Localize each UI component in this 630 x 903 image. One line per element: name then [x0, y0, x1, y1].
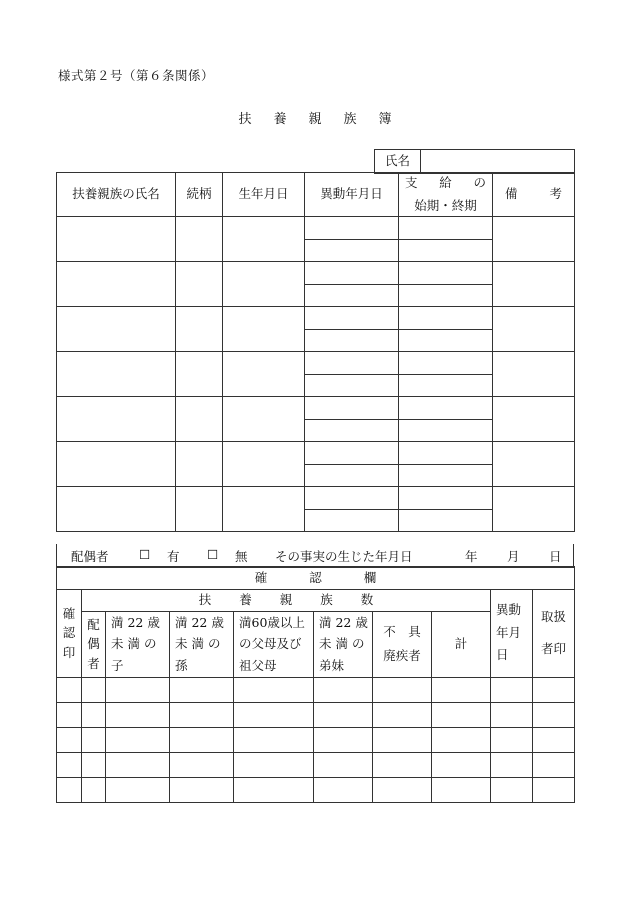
seal-cell[interactable]: [57, 677, 82, 702]
title-char: 簿: [378, 112, 392, 127]
header-payment-char: 支: [405, 175, 418, 191]
siblings-count-cell[interactable]: [314, 727, 373, 752]
table-row: [57, 397, 575, 420]
birthdate-cell[interactable]: [223, 217, 305, 262]
change-date-cell[interactable]: [491, 727, 533, 752]
dependent-name-cell[interactable]: [57, 397, 176, 442]
table-row: [57, 217, 575, 240]
spouse-char: 配: [87, 616, 100, 632]
spouse-yes-checkbox[interactable]: ☐: [139, 547, 151, 562]
siblings-line: 未 満 の: [319, 636, 365, 652]
parents-count-cell[interactable]: [234, 752, 314, 777]
table-row: [57, 727, 575, 752]
spouse-no-checkbox[interactable]: ☐: [207, 547, 219, 562]
confirmation-title-row: [57, 567, 575, 589]
birthdate-cell[interactable]: [223, 487, 305, 532]
confirmation-title-char: 欄: [363, 570, 377, 586]
disabled-count-cell[interactable]: [373, 727, 432, 752]
relation-cell[interactable]: [176, 307, 223, 352]
change-date-cell[interactable]: [305, 262, 399, 285]
siblings-count-cell[interactable]: [314, 777, 373, 802]
disabled-line: 廃疾者: [383, 648, 421, 663]
change-date-cell[interactable]: [305, 307, 399, 330]
grandchild-count-header: [170, 611, 234, 677]
remarks-cell[interactable]: [493, 397, 575, 442]
seal-cell[interactable]: [57, 752, 82, 777]
fact-day-label: 日: [549, 549, 562, 564]
child-line: 満 22 歳: [111, 615, 160, 631]
payment-cell[interactable]: [399, 217, 493, 240]
birthdate-cell[interactable]: [223, 262, 305, 307]
change-date-line: 異動: [496, 602, 522, 618]
relation-cell[interactable]: [176, 442, 223, 487]
relation-cell[interactable]: [176, 262, 223, 307]
spouse-no-label: 無: [235, 549, 248, 564]
disabled-count-cell[interactable]: [373, 677, 432, 702]
header-payment-line2: 始期・終期: [414, 197, 477, 213]
spouse-count-cell[interactable]: [82, 702, 106, 727]
grandchild-count-cell[interactable]: [170, 752, 234, 777]
spouse-count-cell[interactable]: [82, 752, 106, 777]
disabled-count-cell[interactable]: [373, 702, 432, 727]
siblings-line: 満 22 歳: [319, 615, 368, 631]
seal-char: 認: [62, 625, 76, 641]
form-title: [0, 108, 630, 127]
parents-count-cell[interactable]: [234, 702, 314, 727]
name-box: [374, 149, 575, 174]
relation-cell[interactable]: [176, 352, 223, 397]
handler-seal-header: [533, 589, 575, 677]
spouse-char: 者: [87, 655, 100, 671]
relation-cell[interactable]: [176, 217, 223, 262]
confirmation-title-char: 確: [254, 570, 268, 586]
change-date-cell[interactable]: [491, 702, 533, 727]
birthdate-cell[interactable]: [223, 307, 305, 352]
header-remarks: [493, 173, 575, 217]
count-char: 養: [239, 591, 252, 607]
child-count-header: [106, 611, 170, 677]
header-remarks-char: 備: [505, 186, 518, 202]
total-count-cell[interactable]: [432, 777, 491, 802]
header-payment-char: の: [473, 175, 486, 191]
dependent-name-cell[interactable]: [57, 487, 176, 532]
disabled-count-cell[interactable]: [373, 752, 432, 777]
handler-seal-cell[interactable]: [533, 702, 575, 727]
handler-seal-cell[interactable]: [533, 677, 575, 702]
remarks-cell[interactable]: [493, 352, 575, 397]
confirmation-title: [57, 567, 575, 589]
siblings-count-cell[interactable]: [314, 677, 373, 702]
disabled-count-header: [373, 611, 432, 677]
remarks-cell[interactable]: [493, 262, 575, 307]
total-count-header: 計: [432, 611, 491, 677]
dependents-table: [56, 172, 575, 532]
handler-seal-cell[interactable]: [533, 752, 575, 777]
payment-cell[interactable]: [399, 352, 493, 375]
payment-cell[interactable]: [399, 465, 493, 487]
payment-cell[interactable]: [399, 375, 493, 397]
payment-cell[interactable]: [399, 397, 493, 420]
spouse-label: 配偶者: [71, 549, 109, 564]
total-count-cell[interactable]: [432, 702, 491, 727]
title-char: 養: [273, 112, 287, 127]
relation-cell[interactable]: [176, 397, 223, 442]
fact-date-label: その事実の生じた年月日: [275, 549, 413, 564]
count-char: 族: [320, 591, 333, 607]
payment-cell[interactable]: [399, 285, 493, 307]
change-date-cell[interactable]: [305, 510, 399, 532]
seal-cell[interactable]: [57, 702, 82, 727]
handler-line: 取扱: [540, 608, 566, 624]
disabled-line: 不 具: [383, 624, 421, 640]
change-date-cell[interactable]: [305, 217, 399, 240]
table-row: [57, 777, 575, 802]
parents-count-cell[interactable]: [234, 777, 314, 802]
change-date-cell[interactable]: [305, 397, 399, 420]
fact-year-label: 年: [465, 549, 478, 564]
siblings-count-cell[interactable]: [314, 702, 373, 727]
grandchild-line: 満 22 歳: [175, 615, 224, 631]
form-number: 様式第２号（第６条関係）: [58, 68, 215, 83]
seal-char: 印: [62, 644, 76, 660]
title-char: 親: [308, 112, 322, 127]
table-row: [57, 702, 575, 727]
header-change-date: 異動年月日: [305, 173, 399, 217]
change-date-cell[interactable]: [491, 752, 533, 777]
birthdate-cell[interactable]: [223, 442, 305, 487]
confirmation-seal-header: [57, 589, 82, 677]
change-date-cell[interactable]: [305, 285, 399, 307]
title-char: 族: [343, 112, 357, 127]
remarks-cell[interactable]: [493, 217, 575, 262]
remarks-cell[interactable]: [493, 307, 575, 352]
change-date-cell[interactable]: [491, 777, 533, 802]
siblings-line: 弟妹: [319, 657, 345, 673]
remarks-cell[interactable]: [493, 442, 575, 487]
parents-count-cell[interactable]: [234, 727, 314, 752]
child-line: 未 満 の: [111, 636, 157, 652]
change-date-cell[interactable]: [305, 442, 399, 465]
spouse-count-cell[interactable]: [82, 727, 106, 752]
header-relation: 続柄: [176, 173, 223, 217]
grandchild-count-cell[interactable]: [170, 702, 234, 727]
child-count-cell[interactable]: [106, 727, 170, 752]
child-line: 子: [111, 657, 124, 673]
fact-month-label: 月: [507, 549, 520, 564]
name-label: 氏名: [375, 150, 421, 174]
grandchild-count-cell[interactable]: [170, 727, 234, 752]
count-char: 親: [279, 591, 293, 607]
total-count-cell[interactable]: [432, 677, 491, 702]
name-field[interactable]: [421, 150, 575, 174]
change-date-cell[interactable]: [305, 420, 399, 442]
remarks-cell[interactable]: [493, 487, 575, 532]
change-date-cell[interactable]: [305, 375, 399, 397]
total-count-cell[interactable]: [432, 752, 491, 777]
payment-cell[interactable]: [399, 442, 493, 465]
header-payment-char: 給: [439, 175, 452, 191]
child-count-cell[interactable]: [106, 702, 170, 727]
spouse-count-cell[interactable]: [82, 777, 106, 802]
table-row: [57, 307, 575, 330]
grandchild-count-cell[interactable]: [170, 677, 234, 702]
header-name: 扶養親族の氏名: [57, 173, 176, 217]
title-char: 扶: [238, 112, 252, 127]
header-payment-period: [399, 173, 493, 217]
payment-cell[interactable]: [399, 487, 493, 510]
disabled-count-cell[interactable]: [373, 777, 432, 802]
spouse-count-cell[interactable]: [82, 677, 106, 702]
change-date-cell[interactable]: [305, 352, 399, 375]
child-count-cell[interactable]: [106, 752, 170, 777]
total-count-cell[interactable]: [432, 727, 491, 752]
payment-cell[interactable]: [399, 307, 493, 330]
change-date-cell[interactable]: [305, 240, 399, 262]
spouse-count-header: [82, 611, 106, 677]
change-date-cell[interactable]: [305, 487, 399, 510]
payment-cell[interactable]: [399, 240, 493, 262]
confirmation-table: [56, 566, 575, 803]
table-row: [57, 487, 575, 510]
change-date-line: 日: [496, 647, 509, 663]
change-date-cell[interactable]: [491, 677, 533, 702]
dependents-header-row: [57, 173, 575, 217]
dependent-name-cell[interactable]: [57, 352, 176, 397]
seal-cell[interactable]: [57, 727, 82, 752]
relation-cell[interactable]: [176, 487, 223, 532]
table-row: [57, 442, 575, 465]
seal-char: 確: [62, 605, 76, 621]
confirmation-title-char: 認: [309, 570, 322, 586]
table-row: [57, 752, 575, 777]
parents-line: 祖父母: [239, 657, 277, 673]
table-row: [57, 262, 575, 285]
payment-cell[interactable]: [399, 420, 493, 442]
table-row: [57, 677, 575, 702]
dependent-name-cell[interactable]: [57, 442, 176, 487]
grandchild-count-cell[interactable]: [170, 777, 234, 802]
count-char: 数: [360, 591, 374, 607]
handler-seal-cell[interactable]: [533, 727, 575, 752]
change-date-cell[interactable]: [305, 330, 399, 352]
table-row: [57, 352, 575, 375]
parents-count-cell[interactable]: [234, 677, 314, 702]
grandchild-line: 孫: [175, 657, 188, 673]
spouse-line: [56, 544, 574, 566]
payment-cell[interactable]: [399, 510, 493, 532]
parents-count-header: [234, 611, 314, 677]
parents-line: の父母及び: [239, 636, 302, 652]
confirmation-header-row: [57, 589, 575, 611]
spouse-yes-label: 有: [167, 549, 180, 564]
payment-cell[interactable]: [399, 262, 493, 285]
header-birthdate: 生年月日: [223, 173, 305, 217]
payment-cell[interactable]: [399, 330, 493, 352]
header-remarks-char: 考: [549, 186, 562, 202]
spouse-char: 偶: [87, 636, 100, 652]
handler-line: 者印: [540, 641, 566, 656]
child-count-cell[interactable]: [106, 777, 170, 802]
dependent-name-cell[interactable]: [57, 307, 176, 352]
handler-seal-cell[interactable]: [533, 777, 575, 802]
parents-line: 満60歳以上: [239, 615, 305, 631]
child-count-cell[interactable]: [106, 677, 170, 702]
birthdate-cell[interactable]: [223, 397, 305, 442]
dependent-name-cell[interactable]: [57, 262, 176, 307]
change-date-cell[interactable]: [305, 465, 399, 487]
dependents-count-header: [82, 589, 491, 611]
change-date-line: 年月: [496, 624, 522, 640]
birthdate-cell[interactable]: [223, 352, 305, 397]
grandchild-line: 未 満 の: [175, 636, 221, 652]
dependent-name-cell[interactable]: [57, 217, 176, 262]
seal-cell[interactable]: [57, 777, 82, 802]
change-date-header: [491, 589, 533, 677]
count-char: 扶: [198, 591, 212, 607]
siblings-count-cell[interactable]: [314, 752, 373, 777]
siblings-count-header: [314, 611, 373, 677]
